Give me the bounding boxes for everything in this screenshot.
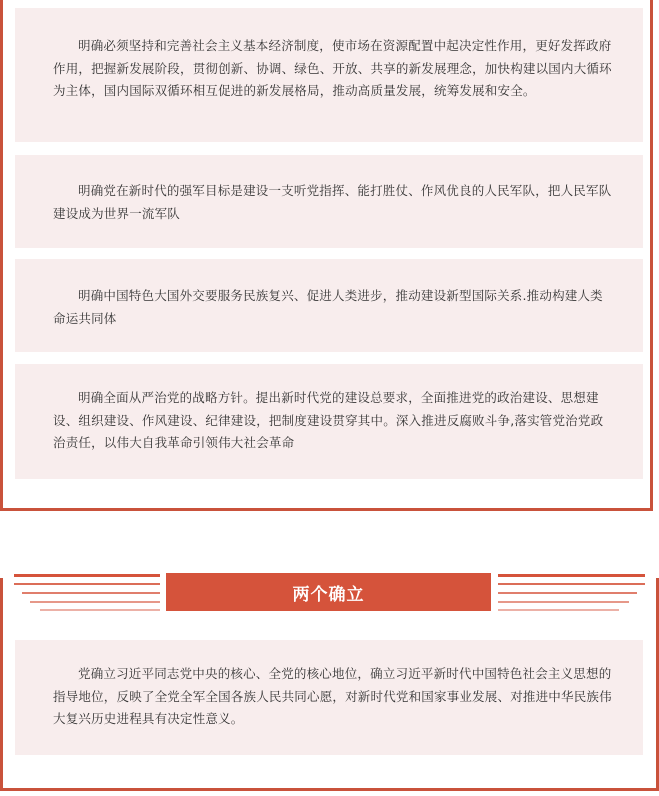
paragraph-economy: 明确必须坚持和完善社会主义基本经济制度，使市场在资源配置中起决定性作用，更好发挥政府作用，把握新发展阶段，贯彻创新、协调、绿色、开放、共享的新发展理念，加快构建以国内大循环为主体，国内国际双循环相互促进的新发展格局，推动高质量发展，统筹发展和安全。	[53, 38, 612, 98]
content-card-military	[15, 155, 643, 248]
paragraph-party: 明确全面从严治党的战略方针。提出新时代党的建设总要求，全面推进党的政治建设、思想建设、组织建设、作风建设、纪律建设，把制度建设贯穿其中。深入推进反腐败斗争,落实管党治党政治责任，以伟大自我革命引领伟大社会革命	[53, 390, 604, 450]
title-deco-line	[498, 609, 619, 611]
title-deco-line	[498, 583, 645, 585]
title-deco-line	[498, 601, 629, 603]
title-deco-line	[498, 592, 637, 594]
content-card-party	[15, 364, 643, 479]
title-deco-line	[22, 592, 160, 594]
paragraph-two-establishments: 党确立习近平同志党中央的核心、全党的核心地位，确立习近平新时代中国特色社会主义思想的指导地位，反映了全党全军全国各族人民共同心愿，对新时代党和国家事业发展、对推进中华民族伟大复兴历史进程具有决定性意义。	[53, 666, 612, 726]
title-deco-line	[14, 574, 160, 577]
section-title: 两个确立	[166, 573, 491, 611]
title-deco-line	[14, 583, 160, 585]
title-deco-line	[30, 601, 160, 603]
title-deco-line	[498, 574, 645, 577]
paragraph-diplomacy: 明确中国特色大国外交要服务民族复兴、促进人类进步，推动建设新型国际关系.推动构建人类命运共同体	[53, 288, 603, 326]
content-card-economy	[15, 8, 643, 142]
paragraph-military: 明确党在新时代的强军目标是建设一支听党指挥、能打胜仗、作风优良的人民军队，把人民军队建设成为世界一流军队	[53, 183, 612, 221]
content-card-two-establishments	[15, 640, 643, 755]
title-deco-line	[40, 609, 160, 611]
content-card-diplomacy	[15, 259, 643, 352]
